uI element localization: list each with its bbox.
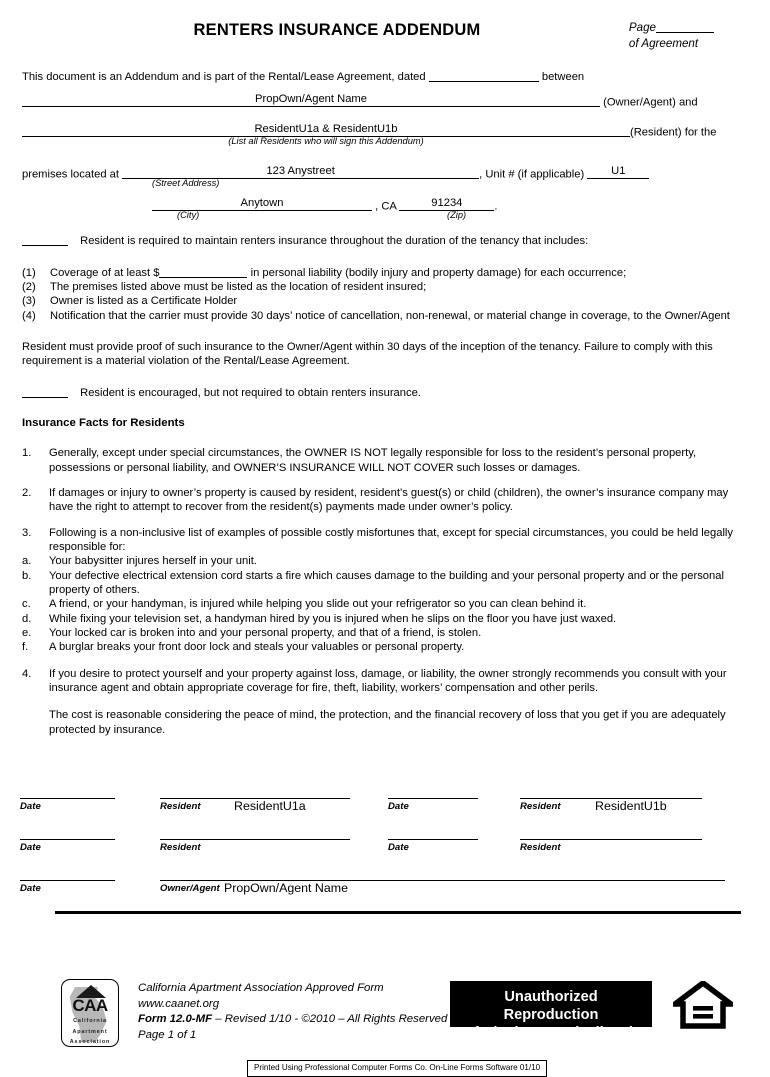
example-item-b-marker: b.: [22, 569, 32, 582]
unit-number-field[interactable]: U1: [587, 164, 649, 179]
fact-item-2-marker: 2.: [22, 487, 32, 499]
requirement-item-4: [22, 309, 748, 323]
requirement-item-3-marker: (3): [22, 295, 36, 308]
city-caption: (City): [177, 209, 200, 220]
resident-suffix: (Resident) for the: [630, 126, 717, 139]
requirement-item-1-marker: (1): [22, 266, 36, 279]
resident-label-3: Resident: [160, 842, 201, 853]
fact-item-3: [22, 526, 748, 555]
signature-row-2: [0, 839, 770, 880]
example-item-f-text: A burglar breaks your front door lock and steals your valuables or personal property.: [49, 641, 465, 654]
page-number-blank[interactable]: [656, 32, 714, 33]
misfortune-examples-list: [22, 554, 748, 654]
resident-label-2: Resident: [520, 801, 561, 812]
form-revision: – Revised 1/10 - ©2010 – All Rights Reserved: [212, 1013, 448, 1026]
example-item-d-marker: d.: [22, 612, 32, 625]
fact-item-1-marker: 1.: [22, 447, 32, 460]
required-option-row: [22, 234, 748, 266]
coverage-amount-field[interactable]: [159, 277, 247, 278]
requirement-item-1-text-after: in personal liability (bodily injury and property damage) for each occurrence;: [250, 266, 627, 279]
requirement-item-1: [22, 266, 748, 280]
example-item-c: [22, 597, 748, 611]
fact-item-3-marker: 3.: [22, 526, 32, 539]
owner-agent-signature-label: Owner/Agent: [160, 883, 220, 894]
owner-agent-field[interactable]: PropOwn/Agent Name: [22, 92, 600, 107]
resident-label-1: Resident: [160, 801, 201, 812]
encouraged-checkbox-blank[interactable]: [22, 397, 68, 398]
example-item-c-text: A friend, or your handyman, is injured while helping you slide out your refrigerator so you can clean behind it.: [49, 598, 587, 611]
footer-divider: [55, 911, 741, 914]
example-item-f-marker: f.: [22, 641, 29, 654]
example-item-e-text: Your locked car is broken into and your personal property, and that of a friend, is stolen.: [49, 626, 482, 639]
fact-item-1-text: Generally, except under special circumstances, the OWNER IS NOT legally responsible for loss to the resident’s personal property, possessions or personal liability, and OWNER’S INSURANCE WILL NOT COVER such losses or damages.: [49, 447, 697, 474]
footer-text-block: [138, 981, 447, 1044]
owner-agent-suffix: (Owner/Agent) and: [603, 96, 698, 109]
equal-housing-opportunity-icon: [673, 981, 733, 1033]
form-id: Form 12.0-MF: [138, 1013, 213, 1026]
caa-word-apartment: Apartment: [72, 1028, 108, 1035]
premises-row: [22, 164, 748, 181]
requirement-item-3: [22, 294, 748, 308]
unauthorized-line-2: of Blank Forms is Illegal.: [465, 1025, 637, 1042]
date-line-3[interactable]: [20, 839, 115, 840]
requirement-item-3-text: Owner is listed as a Certificate Holder: [50, 295, 238, 308]
encouraged-text: Resident is encouraged, but not required to obtain renters insurance.: [80, 386, 421, 399]
of-agreement-label: of Agreement: [628, 36, 699, 50]
street-address-field[interactable]: 123 Anystreet: [122, 164, 479, 179]
example-item-b-text: Your defective electrical extension cord starts a fire which causes damage to the building and your personal property and or the personal property of others.: [49, 569, 724, 596]
state-label: , CA: [375, 200, 397, 213]
resident-line-3[interactable]: [160, 839, 350, 840]
form-id-line: [138, 1012, 447, 1028]
caa-logo: [61, 979, 119, 1047]
document-header: [0, 0, 770, 60]
caa-word-association: Association: [69, 1039, 111, 1046]
requirement-list: [22, 266, 748, 323]
resident-label-4: Resident: [520, 842, 561, 853]
fact-item-2: [22, 486, 748, 515]
caa-logo-words: [62, 1016, 118, 1047]
fact-item-4: [22, 667, 748, 696]
required-text: Resident is required to maintain renters insurance throughout the duration of the tenancy that includes:: [80, 234, 589, 247]
example-item-f: [22, 640, 748, 654]
zip-caption: (Zip): [447, 209, 467, 220]
date-line-1[interactable]: [20, 798, 115, 799]
zip-field[interactable]: 91234: [399, 196, 494, 211]
example-item-e: [22, 626, 748, 640]
requirement-item-2-text: The premises listed above must be listed as the location of resident insured;: [50, 281, 427, 294]
caa-website[interactable]: www.caanet.org: [138, 997, 220, 1010]
example-item-d-text: While fixing your television set, a handyman hired by you is injured when he slips on the floor you have just waxed.: [49, 612, 617, 625]
page-title: RENTERS INSURANCE ADDENDUM: [193, 21, 481, 39]
date-label-2: Date: [388, 801, 409, 812]
page-count: Page 1 of 1: [138, 1028, 197, 1041]
example-item-e-marker: e.: [22, 626, 32, 639]
example-item-c-marker: c.: [22, 598, 31, 611]
example-item-a-text: Your babysitter injures herself in your unit.: [49, 555, 257, 568]
unauthorized-line-1: Unauthorized Reproduction: [503, 989, 599, 1024]
requirement-item-1-text-before: Coverage of at least $: [50, 266, 160, 279]
resident-value-2[interactable]: ResidentU1b: [595, 799, 667, 813]
resident-value-1[interactable]: ResidentU1a: [234, 799, 306, 813]
date-label-5: Date: [20, 883, 41, 894]
page-label: Page: [628, 21, 656, 34]
resident-names-row: [22, 122, 748, 139]
signature-row-3: [0, 880, 770, 921]
proof-paragraph: Resident must provide proof of such insurance to the Owner/Agent within 30 days of the inception of the tenancy. Failure to comply with this requirement is a material violation of the Rental/Lease Agreement.: [22, 341, 713, 368]
requirement-item-2-marker: (2): [22, 281, 36, 294]
requirement-item-4-marker: (4): [22, 309, 36, 322]
date-label-3: Date: [20, 842, 41, 853]
caa-letters: CAA: [72, 996, 108, 1015]
closing-paragraph: The cost is reasonable considering the peace of mind, the protection, and the financial recovery of loss that you get if you are adequately protected by insurance.: [49, 709, 726, 736]
signature-row-1: [0, 798, 770, 839]
owner-agent-signature-value[interactable]: PropOwn/Agent Name: [224, 881, 348, 895]
date-line-4[interactable]: [388, 839, 478, 840]
resident-line-4[interactable]: [520, 839, 702, 840]
agreement-lead-text: This document is an Addendum and is part of the Rental/Lease Agreement, dated: [22, 71, 426, 83]
date-label-4: Date: [388, 842, 409, 853]
example-item-a-marker: a.: [22, 555, 32, 568]
agreement-date-row: [22, 70, 748, 92]
fact-item-4-wrap: [22, 667, 748, 696]
between-label: between: [541, 71, 585, 83]
printed-software-note: Printed Using Professional Computer Forms Co. On-Line Forms Software 01/10: [247, 1060, 547, 1077]
date-line-2[interactable]: [388, 798, 478, 799]
agreement-date-field[interactable]: [429, 81, 539, 82]
caa-word-california: California: [73, 1018, 107, 1024]
encouraged-option-row: [22, 386, 748, 416]
fact-item-4-text: If you desire to protect yourself and your property against loss, damage, or liability, the owner strongly recommends you consult with your insurance agent and obtain appropriate coverage for fire, theft, liability, workers’ compensation and other perils.: [49, 667, 727, 694]
example-item-d: [22, 612, 748, 626]
period-mark: .: [494, 200, 498, 213]
insurance-facts-list: [22, 446, 748, 554]
city-state-zip-row: [22, 196, 748, 213]
fact-item-4-marker: 4.: [22, 667, 32, 680]
date-line-5[interactable]: [20, 880, 115, 881]
unauthorized-reproduction-notice: [450, 981, 652, 1042]
fact-item-1: [22, 446, 748, 475]
signature-block: [0, 798, 770, 921]
example-item-b: [22, 569, 748, 598]
required-checkbox-blank[interactable]: [22, 245, 68, 246]
premises-label: premises located at: [22, 168, 120, 181]
example-item-a: [22, 554, 748, 568]
requirement-item-4-text: Notification that the carrier must provide 30 days’ notice of cancellation, non-renewal, or material change in coverage, to the Owner/Agent: [50, 309, 730, 322]
unit-label: , Unit # (if applicable): [479, 168, 585, 181]
document-body: [22, 70, 748, 737]
owner-agent-row: [22, 92, 748, 122]
approved-form-line: California Apartment Association Approved Form: [138, 982, 384, 994]
fact-item-2-text: If damages or injury to owner’s property is caused by resident, resident’s guest(s) or child (children), the owner’s insurance company may have the right to attempt to recover from the resident(s) payments made under owner’s policy.: [49, 487, 729, 514]
page-of-agreement: [629, 20, 714, 51]
city-field[interactable]: Anytown: [152, 196, 372, 211]
insurance-facts-heading: Insurance Facts for Residents: [22, 416, 185, 429]
date-label-1: Date: [20, 801, 41, 812]
fact-item-3-text: Following is a non-inclusive list of examples of possible costly misfortunes that, except for special circumstances, you could be held legally responsible for:: [49, 526, 734, 553]
street-address-caption: (Street Address): [152, 177, 220, 188]
city-zip-captions-row: [22, 210, 748, 234]
requirement-item-2: [22, 280, 748, 294]
resident-names-caption: (List all Residents who will sign this Addendum): [228, 136, 424, 146]
resident-names-field[interactable]: ResidentU1a & ResidentU1b: [22, 122, 630, 137]
